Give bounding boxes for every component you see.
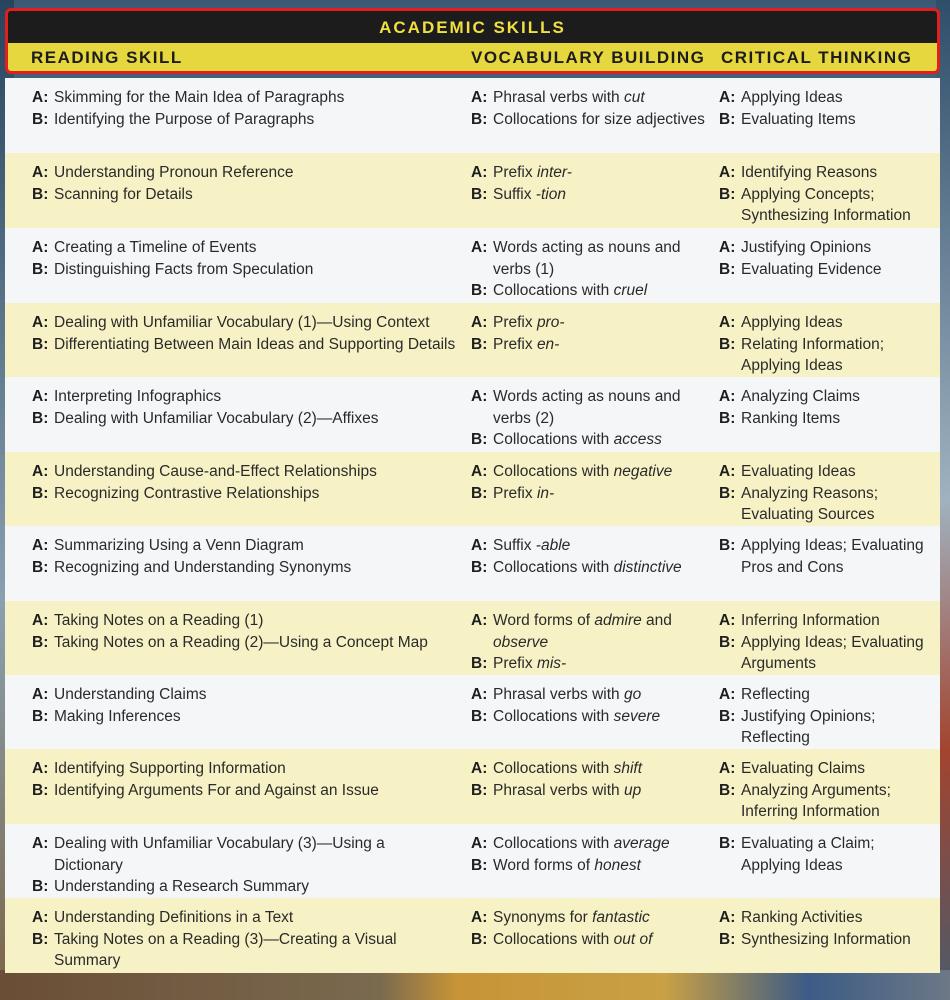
item-label: B: [32, 930, 49, 948]
critical-thinking-cell [719, 833, 934, 876]
item-text: Ranking Activities [741, 909, 863, 926]
column-header-critical-thinking: CRITICAL THINKING [721, 48, 913, 67]
vocab-term: fantastic [592, 909, 650, 926]
item-label: A: [32, 835, 49, 852]
item-text: Analyzing Reasons; Evaluating Sources [741, 484, 878, 523]
item-text: Evaluating Ideas [741, 463, 856, 480]
item-label: B: [719, 781, 736, 799]
skill-item [32, 87, 457, 109]
item-label: A: [719, 686, 736, 703]
skill-item [32, 684, 457, 706]
reading-skill-cell [32, 237, 457, 280]
vocab-item [471, 632, 706, 654]
skill-item [32, 833, 457, 876]
critical-thinking-cell [719, 386, 934, 429]
critical-thinking-cell [719, 758, 934, 823]
skill-item [32, 461, 457, 483]
column-header-vocabulary-building: VOCABULARY BUILDING [471, 48, 706, 67]
item-label: A: [32, 314, 49, 331]
item-label: B: [471, 110, 488, 128]
vocab-item [471, 907, 706, 929]
item-text: Applying Ideas [741, 314, 843, 331]
vocab-term: -tion [535, 185, 566, 203]
vocab-item [471, 87, 706, 109]
item-label: B: [719, 185, 736, 203]
item-text: Understanding Cause-and-Effect Relationships [54, 463, 377, 480]
item-label: A: [719, 314, 736, 331]
item-text: Taking Notes on a Reading (1) [54, 612, 264, 629]
table-row [5, 303, 940, 377]
item-label: A: [719, 760, 736, 777]
item-text: Evaluating a Claim; Applying Ideas [741, 835, 875, 874]
table-row [5, 749, 940, 824]
item-text: Suffix -able [493, 537, 571, 554]
item-text: Collocations with average [493, 835, 670, 852]
item-text: Dealing with Unfamiliar Vocabulary (2)—Affixes [54, 409, 379, 427]
item-text: Recognizing Contrastive Relationships [54, 484, 320, 502]
vocab-term: up [623, 781, 642, 799]
item-text: Identifying Supporting Information [54, 760, 286, 777]
vocab-term: observe [493, 633, 549, 651]
academic-skills-table [5, 8, 940, 971]
critical-item [719, 684, 934, 706]
critical-thinking-cell [719, 162, 934, 227]
vocab-item [471, 429, 706, 451]
item-text: Applying Concepts; Synthesizing Information [741, 185, 911, 224]
vocab-term: mis- [536, 655, 567, 672]
item-text: Word forms of honest [493, 856, 641, 874]
item-text: Collocations with negative [493, 463, 673, 480]
item-text: Skimming for the Main Idea of Paragraphs [54, 89, 345, 106]
item-label: A: [471, 909, 488, 926]
item-label: B: [471, 431, 488, 448]
item-label: A: [471, 314, 488, 331]
vocab-item [471, 237, 706, 280]
critical-item [719, 109, 934, 131]
skill-item [32, 535, 457, 557]
item-label: A: [32, 760, 49, 777]
item-text: Prefix in- [493, 484, 555, 502]
item-text: Collocations with shift [493, 760, 643, 777]
critical-thinking-cell [719, 535, 934, 578]
critical-thinking-cell [719, 684, 934, 749]
item-text: Analyzing Arguments; Inferring Information [741, 781, 891, 820]
critical-thinking-cell [719, 610, 934, 675]
item-label: A: [32, 388, 49, 405]
vocabulary-cell [471, 907, 706, 950]
vocabulary-cell [471, 312, 706, 355]
item-label: B: [719, 633, 736, 651]
item-text: Prefix en- [493, 335, 560, 353]
item-text: Collocations with distinctive [493, 558, 682, 576]
item-label: A: [32, 239, 49, 256]
vocabulary-cell [471, 758, 706, 801]
item-label: B: [719, 260, 736, 278]
item-label: B: [471, 484, 488, 502]
item-label: B: [719, 335, 736, 353]
item-text: Suffix -tion [493, 185, 566, 203]
vocab-item [471, 535, 706, 557]
table-row [5, 824, 940, 898]
skill-item [32, 386, 457, 408]
background-photo-bottom [0, 970, 950, 1000]
item-label: B: [719, 835, 736, 852]
item-text: Collocations with cruel [493, 282, 648, 299]
vocab-term: out of [613, 930, 653, 948]
item-label: B: [719, 110, 736, 128]
item-label: B: [32, 335, 49, 353]
vocab-term: access [613, 431, 662, 448]
critical-item [719, 929, 934, 951]
skill-item [32, 237, 457, 259]
critical-item [719, 461, 934, 483]
vocab-term: -able [535, 537, 571, 554]
vocab-item [471, 557, 706, 579]
critical-item [719, 780, 934, 823]
item-label: A: [471, 89, 488, 106]
item-label: B: [32, 409, 49, 427]
skill-item [32, 706, 457, 728]
skill-item [32, 907, 457, 929]
vocab-term: pro- [536, 314, 565, 331]
item-label: B: [32, 707, 49, 725]
item-text: Reflecting [741, 686, 810, 703]
item-text: Distinguishing Facts from Speculation [54, 260, 314, 278]
item-label: B: [32, 484, 49, 502]
item-label: B: [471, 185, 488, 203]
item-text: Analyzing Claims [741, 388, 860, 405]
reading-skill-cell [32, 312, 457, 355]
critical-item [719, 312, 934, 334]
critical-item [719, 386, 934, 408]
vocab-item [471, 780, 706, 802]
item-label: B: [471, 655, 488, 672]
item-text: Collocations with out of [493, 930, 653, 948]
skill-item [32, 483, 457, 505]
item-text: Recognizing and Understanding Synonyms [54, 558, 352, 576]
skill-item [32, 109, 457, 131]
skill-item [32, 184, 457, 206]
vocab-item [471, 929, 706, 951]
item-label: A: [471, 164, 488, 181]
item-label: A: [471, 239, 488, 256]
vocabulary-cell [471, 833, 706, 876]
item-text: Prefix mis- [493, 655, 567, 672]
skill-item [32, 780, 457, 802]
item-label: B: [32, 878, 49, 895]
critical-item [719, 87, 934, 109]
vocab-term: honest [594, 856, 641, 874]
critical-thinking-cell [719, 312, 934, 377]
item-label: A: [471, 463, 488, 480]
item-label: A: [719, 388, 736, 405]
vocab-item [471, 162, 706, 184]
item-label: B: [471, 707, 488, 725]
critical-item [719, 907, 934, 929]
skill-item [32, 162, 457, 184]
item-text: Understanding Definitions in a Text [54, 909, 294, 926]
item-text: Phrasal verbs with go [493, 686, 642, 703]
item-text: Making Inferences [54, 707, 181, 725]
reading-skill-cell [32, 758, 457, 801]
item-label: B: [471, 558, 488, 576]
item-label: B: [32, 185, 49, 203]
item-label: B: [719, 930, 736, 948]
table-body [5, 78, 940, 973]
item-label: B: [471, 781, 488, 799]
critical-item [719, 610, 934, 632]
item-label: A: [32, 909, 49, 926]
item-text: Words acting as nouns and verbs (1) [493, 239, 681, 278]
item-label: A: [471, 612, 488, 629]
item-label: B: [471, 335, 488, 353]
critical-thinking-cell [719, 461, 934, 526]
vocab-item [471, 483, 706, 505]
critical-item [719, 184, 934, 227]
item-label: B: [471, 930, 488, 948]
item-text: Relating Information; Applying Ideas [741, 335, 885, 374]
item-text: Collocations for size adjectives [493, 110, 705, 128]
item-label: A: [32, 612, 49, 629]
vocabulary-cell [471, 684, 706, 727]
vocab-item [471, 334, 706, 356]
table-row [5, 601, 940, 675]
table-row [5, 78, 940, 153]
item-text: Words acting as nouns and verbs (2) [493, 388, 681, 427]
item-text: Understanding Pronoun Reference [54, 164, 294, 181]
critical-item [719, 706, 934, 749]
critical-item [719, 408, 934, 430]
critical-thinking-cell [719, 907, 934, 950]
item-text: Differentiating Between Main Ideas and Supporting Details [54, 335, 456, 353]
vocab-term: in- [536, 484, 555, 502]
item-text: Prefix inter- [493, 164, 572, 181]
critical-thinking-cell [719, 237, 934, 280]
vocab-term: cruel [613, 282, 648, 299]
item-text: Dealing with Unfamiliar Vocabulary (1)—Using Context [54, 314, 430, 331]
table-row [5, 526, 940, 601]
vocab-item [471, 109, 706, 131]
item-label: B: [32, 110, 49, 128]
item-text: Justifying Opinions; Reflecting [741, 707, 876, 746]
item-label: B: [471, 856, 488, 874]
item-label: B: [32, 781, 49, 799]
item-text: Taking Notes on a Reading (3)—Creating a Visual Summary [54, 930, 397, 969]
item-label: A: [471, 835, 488, 852]
item-text: Applying Ideas; Evaluating Arguments [741, 633, 924, 672]
critical-item [719, 237, 934, 259]
item-text: Interpreting Infographics [54, 388, 222, 405]
vocab-item [471, 386, 706, 429]
reading-skill-cell [32, 386, 457, 429]
vocabulary-cell [471, 610, 706, 675]
table-row [5, 452, 940, 526]
item-text [493, 632, 706, 654]
item-text: Summarizing Using a Venn Diagram [54, 537, 304, 554]
item-label: A: [32, 686, 49, 703]
vocab-item [471, 312, 706, 334]
vocabulary-cell [471, 162, 706, 205]
item-label: A: [471, 686, 488, 703]
item-text: Collocations with access [493, 431, 662, 448]
skill-item [32, 408, 457, 430]
item-label: A: [719, 164, 736, 181]
vocab-term: go [623, 686, 642, 703]
item-text: Applying Ideas [741, 89, 843, 106]
skill-item [32, 312, 457, 334]
table-row [5, 675, 940, 749]
vocab-term: shift [613, 760, 643, 777]
item-text: Creating a Timeline of Events [54, 239, 257, 256]
reading-skill-cell [32, 833, 457, 898]
table-row [5, 228, 940, 303]
reading-skill-cell [32, 87, 457, 130]
item-text: Understanding a Research Summary [54, 878, 310, 895]
item-label: A: [32, 463, 49, 480]
item-label: B: [32, 260, 49, 278]
vocab-term: cut [623, 89, 645, 106]
vocabulary-cell [471, 461, 706, 504]
item-text: Prefix pro- [493, 314, 565, 331]
item-text: Synonyms for fantastic [493, 909, 650, 926]
skill-item [32, 758, 457, 780]
item-text: Identifying the Purpose of Paragraphs [54, 110, 315, 128]
critical-thinking-cell [719, 87, 934, 130]
item-label [471, 632, 493, 654]
table-row [5, 377, 940, 452]
vocab-term: admire [594, 612, 642, 629]
vocabulary-cell [471, 535, 706, 578]
vocab-item [471, 653, 706, 675]
item-label: B: [471, 282, 488, 299]
table-header [5, 8, 940, 74]
table-row [5, 153, 940, 228]
column-header-reading-skill: READING SKILL [31, 48, 183, 67]
reading-skill-cell [32, 535, 457, 578]
reading-skill-cell [32, 907, 457, 972]
item-label: A: [719, 89, 736, 106]
table-title: ACADEMIC SKILLS [8, 11, 937, 43]
item-text: Inferring Information [741, 612, 880, 629]
item-text: Justifying Opinions [741, 239, 872, 256]
vocab-item [471, 610, 706, 632]
skill-item [32, 876, 457, 898]
vocabulary-cell [471, 386, 706, 451]
vocab-item [471, 758, 706, 780]
vocab-term: average [613, 835, 670, 852]
vocab-item [471, 280, 706, 302]
vocab-item [471, 833, 706, 855]
item-text: Applying Ideas; Evaluating Pros and Cons [741, 537, 924, 576]
item-text: Taking Notes on a Reading (2)—Using a Concept Map [54, 633, 428, 651]
item-label: A: [719, 463, 736, 480]
item-text: Ranking Items [741, 409, 841, 427]
reading-skill-cell [32, 162, 457, 205]
item-label: A: [32, 537, 49, 554]
vocab-item [471, 461, 706, 483]
critical-item [719, 632, 934, 675]
item-label: B: [32, 633, 49, 651]
skill-item [32, 334, 457, 356]
reading-skill-cell [32, 684, 457, 727]
item-label: A: [471, 388, 488, 405]
item-text: Understanding Claims [54, 686, 207, 703]
vocab-item [471, 684, 706, 706]
critical-item [719, 162, 934, 184]
reading-skill-cell [32, 610, 457, 653]
item-label: A: [32, 89, 49, 106]
vocab-term: negative [613, 463, 673, 480]
item-label: A: [719, 909, 736, 926]
item-label: B: [719, 707, 736, 725]
item-text: Identifying Reasons [741, 164, 878, 181]
item-label: A: [471, 760, 488, 777]
critical-item [719, 833, 934, 876]
item-text: Evaluating Claims [741, 760, 866, 777]
item-label: B: [32, 558, 49, 576]
critical-item [719, 483, 934, 526]
critical-item [719, 758, 934, 780]
item-text: Scanning for Details [54, 185, 193, 203]
item-text: Identifying Arguments For and Against an Issue [54, 781, 379, 799]
vocab-item [471, 184, 706, 206]
item-text: Evaluating Items [741, 110, 856, 128]
item-text: Collocations with severe [493, 707, 661, 725]
vocab-term: severe [613, 707, 661, 725]
reading-skill-cell [32, 461, 457, 504]
table-row [5, 898, 940, 973]
vocab-term: en- [536, 335, 560, 353]
vocab-item [471, 855, 706, 877]
item-label: A: [32, 164, 49, 181]
item-text: Word forms of admire and [493, 612, 672, 629]
item-text: Dealing with Unfamiliar Vocabulary (3)—Using a Dictionary [54, 835, 385, 874]
skill-item [32, 610, 457, 632]
critical-item [719, 259, 934, 281]
skill-item [32, 557, 457, 579]
item-text: Phrasal verbs with up [493, 781, 642, 799]
item-label: B: [719, 537, 736, 554]
column-headers [8, 43, 937, 71]
item-label: A: [471, 537, 488, 554]
vocabulary-cell [471, 237, 706, 302]
vocab-term: inter- [536, 164, 572, 181]
item-text: Synthesizing Information [741, 930, 911, 948]
item-text: Evaluating Evidence [741, 260, 882, 278]
item-label: B: [719, 409, 736, 427]
vocabulary-cell [471, 87, 706, 130]
critical-item [719, 334, 934, 377]
critical-item [719, 535, 934, 578]
item-label: A: [719, 239, 736, 256]
item-label: B: [719, 484, 736, 502]
item-label: A: [719, 612, 736, 629]
vocab-term: distinctive [613, 558, 682, 576]
skill-item [32, 259, 457, 281]
skill-item [32, 632, 457, 654]
vocab-item [471, 706, 706, 728]
skill-item [32, 929, 457, 972]
item-text: Phrasal verbs with cut [493, 89, 645, 106]
